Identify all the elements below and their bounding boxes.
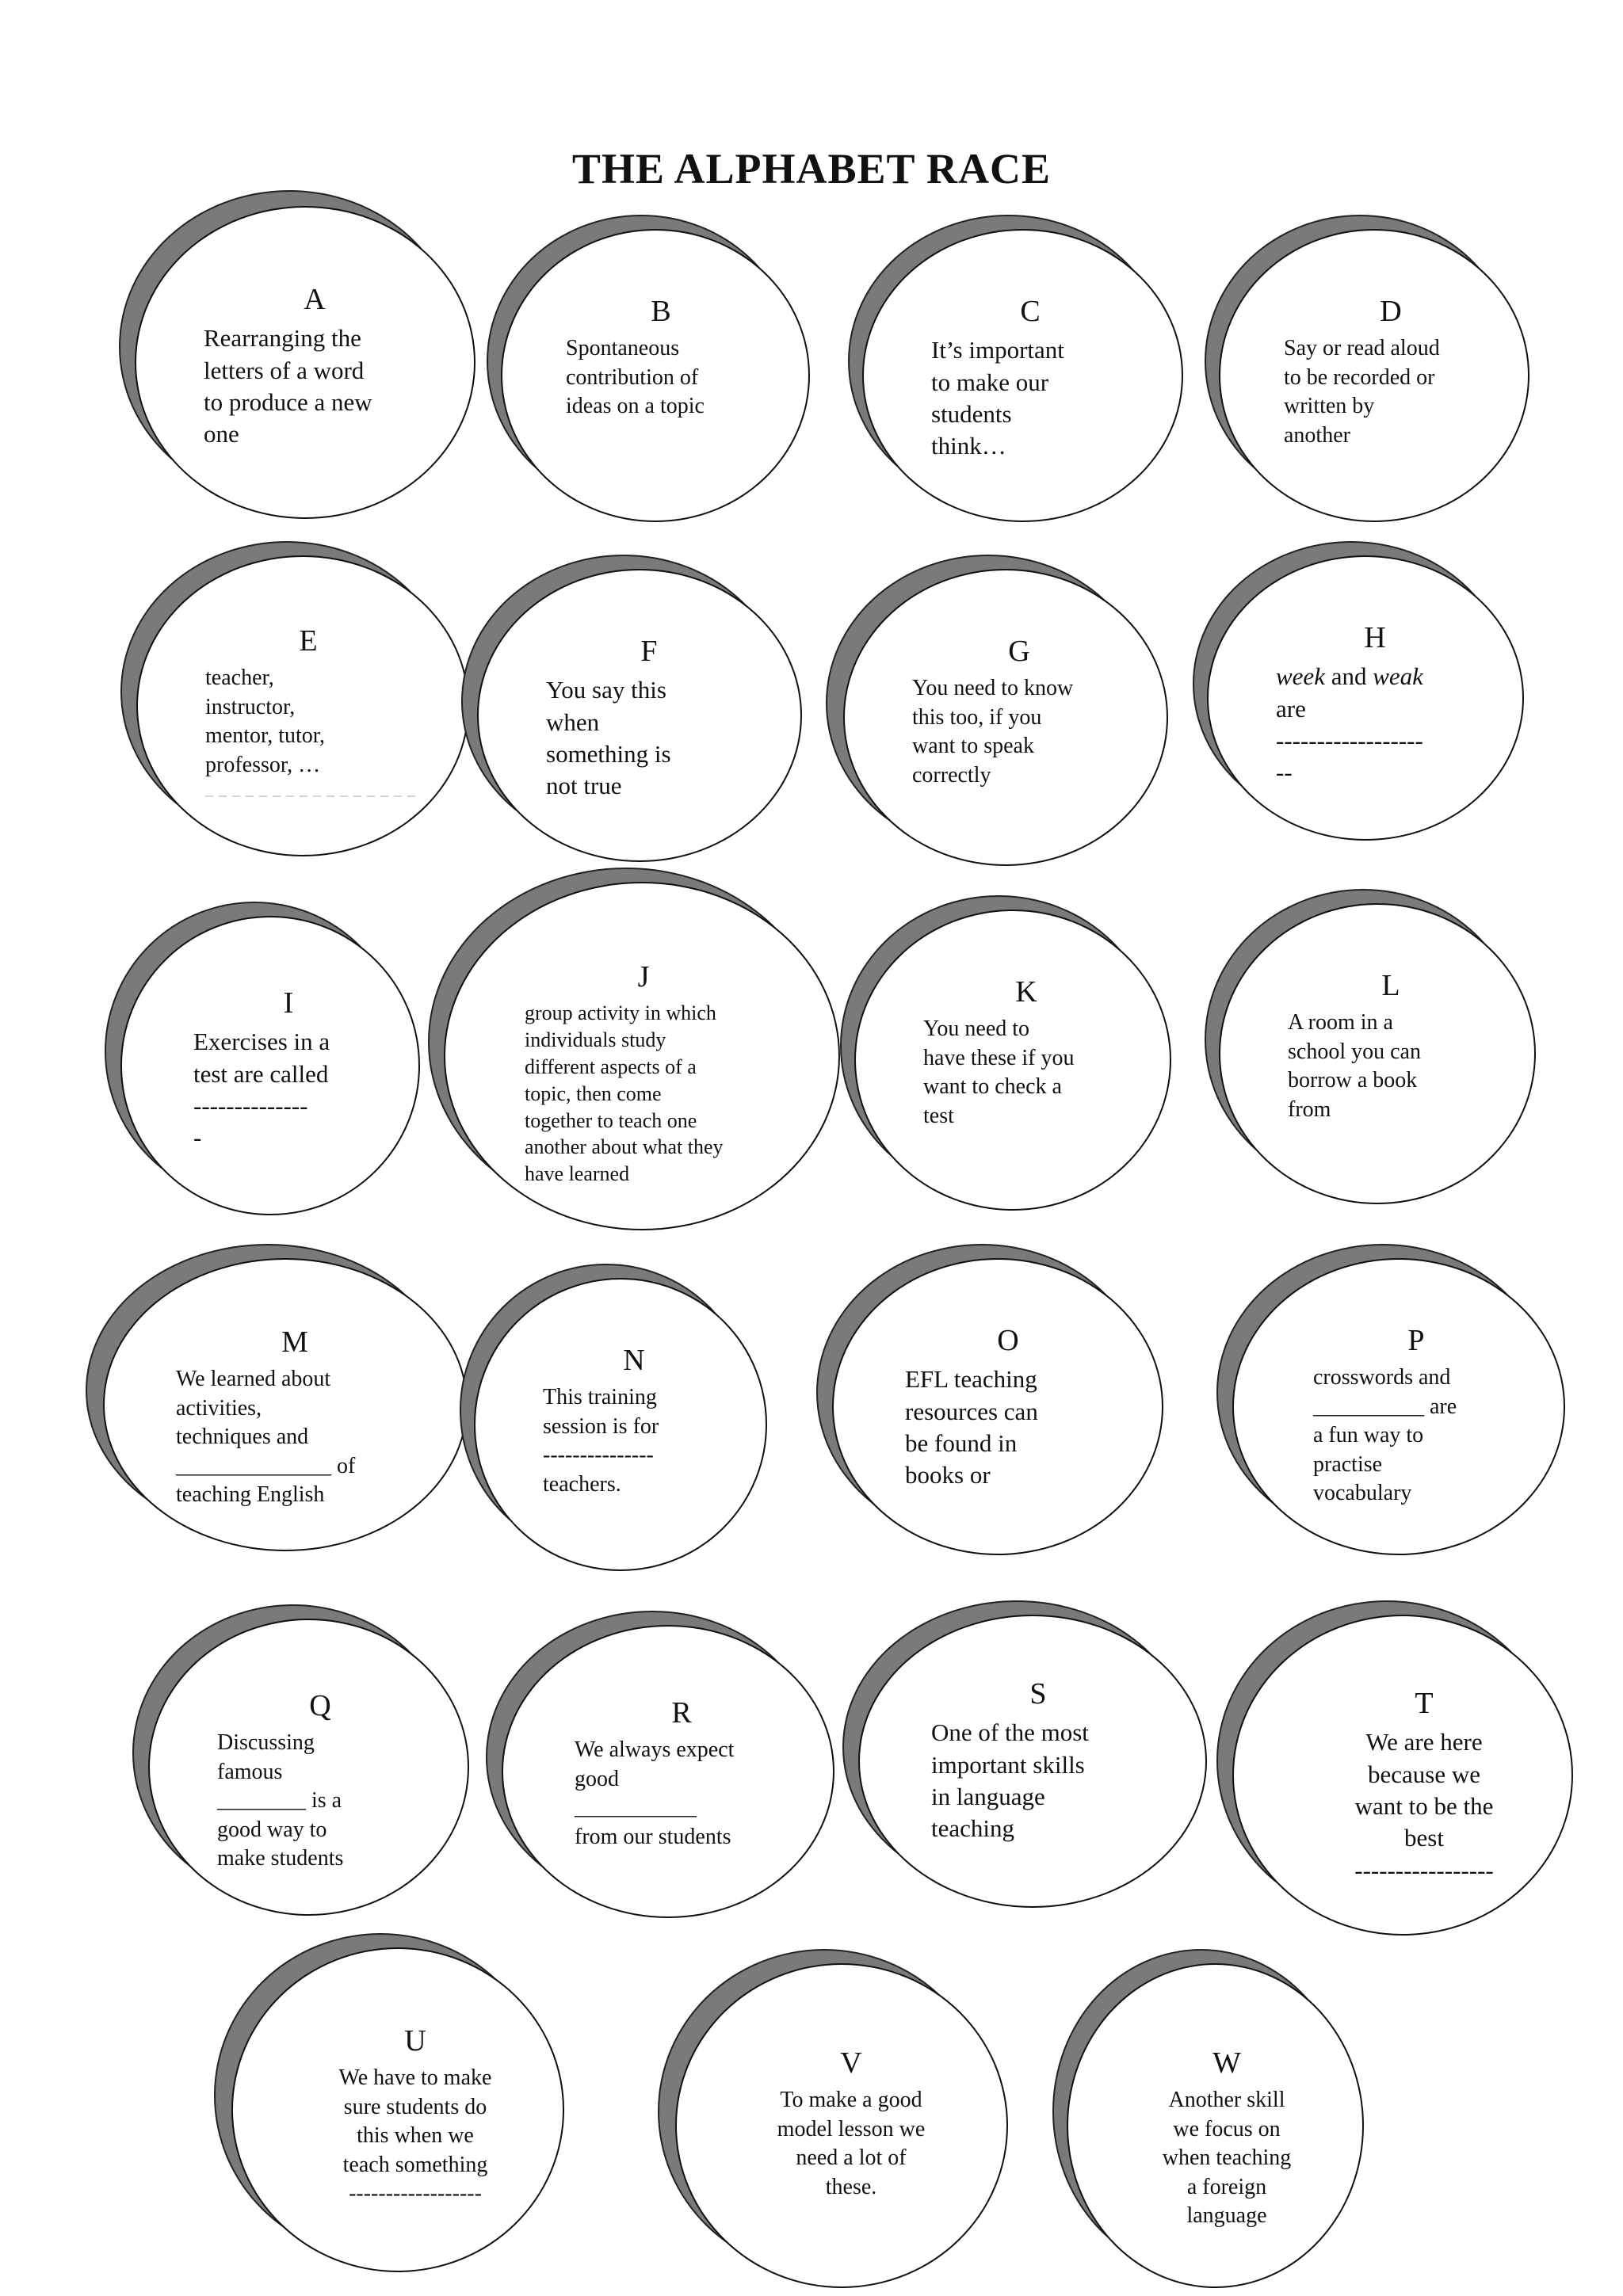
clue-line: Say or read aloud	[1284, 336, 1440, 361]
clue-line: teach something	[342, 2152, 488, 2177]
clue-line: week and weak	[1276, 662, 1423, 691]
clue-text	[566, 292, 756, 451]
bubble-face	[832, 1258, 1163, 1555]
bubble-p	[1216, 1244, 1565, 1555]
clue-line: You need to	[923, 1016, 1030, 1042]
bubble-i	[105, 902, 420, 1215]
clue-line: be found in	[905, 1428, 1018, 1457]
clue-line: another about what they	[525, 1135, 724, 1159]
bubble-s	[842, 1600, 1207, 1908]
clue-line: A room in a	[1288, 1010, 1393, 1035]
bubble-g	[826, 555, 1168, 866]
clue-line: best	[1404, 1824, 1444, 1852]
clue-line: --	[1276, 758, 1293, 787]
bubble-letter: W	[1212, 2046, 1241, 2080]
clue-line: have learned	[525, 1162, 630, 1186]
clue-line: want to check a	[923, 1074, 1062, 1100]
page-title: THE ALPHABET RACE	[571, 145, 1052, 193]
bubble-face	[1207, 555, 1524, 841]
clue-line: make students	[217, 1845, 344, 1871]
clue-line: different aspects of a	[525, 1055, 697, 1078]
clue-line: model lesson we	[777, 2116, 926, 2142]
clue-line: -----------------	[1354, 1855, 1494, 1884]
clue-line: contribution of	[566, 364, 699, 390]
bubble-face	[231, 1947, 564, 2272]
clue-line: ________ is a	[217, 1788, 342, 1814]
clue-line: activities,	[176, 1395, 262, 1421]
clue-line: We have to make	[338, 2065, 492, 2091]
clue-line: borrow a book	[1288, 1068, 1418, 1093]
bubble-letter: O	[997, 1324, 1019, 1357]
bubble-face	[1232, 1258, 1565, 1555]
clue-line: individuals study	[525, 1028, 666, 1052]
bubble-v	[658, 1949, 1008, 2288]
clue-text	[1313, 1322, 1519, 1505]
clue-text	[905, 1322, 1111, 1496]
clue-line: ---------------	[543, 1443, 654, 1468]
bubble-n	[460, 1264, 767, 1571]
clue-line: one	[204, 420, 239, 448]
bubble-face	[843, 569, 1168, 866]
bubble-face	[675, 1963, 1008, 2288]
clue-line: a foreign	[1186, 2174, 1267, 2199]
clue-line: ------------------	[349, 2180, 482, 2206]
clue-line: these.	[825, 2174, 877, 2199]
clue-line: We always expect	[575, 1737, 735, 1763]
bubble-face	[474, 1278, 767, 1571]
clue-text	[193, 984, 384, 1166]
clue-text	[1305, 1684, 1543, 1882]
clue-line: books or	[905, 1461, 991, 1489]
clue-line: famous	[217, 1759, 283, 1784]
bubble-face	[103, 1258, 468, 1551]
clue-text	[912, 632, 1126, 807]
clue-line: correctly	[912, 762, 991, 788]
clue-line: think…	[931, 432, 1006, 460]
bubble-letter: Q	[309, 1689, 331, 1722]
clue-line: letters of a word	[204, 356, 365, 384]
bubble-letter: B	[651, 295, 671, 328]
clue-line: because we	[1368, 1760, 1480, 1788]
clue-line: from our students	[575, 1824, 731, 1849]
clue-line: teachers.	[543, 1471, 621, 1497]
clue-line: We are here	[1365, 1728, 1483, 1756]
clue-line: good	[575, 1766, 619, 1791]
clue-line: You need to know	[912, 676, 1074, 701]
bubble-h	[1193, 541, 1524, 841]
bubble-letter: R	[671, 1696, 692, 1730]
bubble-letter: U	[404, 2024, 426, 2058]
clue-text	[1284, 292, 1498, 459]
bubble-letter: J	[637, 960, 650, 994]
clue-text	[543, 1341, 725, 1508]
clue-line: ideas on a topic	[566, 394, 705, 419]
clue-text	[205, 622, 416, 812]
clue-line: are	[1276, 694, 1306, 723]
clue-line: Discussing	[217, 1730, 315, 1756]
clue-line: professor, …	[205, 752, 321, 777]
bubble-face	[862, 229, 1183, 522]
clue-line: This training	[543, 1385, 657, 1410]
clue-line: want to speak	[912, 734, 1034, 759]
clue-line: teaching	[931, 1814, 1015, 1843]
bubble-j	[428, 868, 840, 1230]
clue-line: sure students do	[343, 2094, 487, 2119]
clue-line: want to be the	[1354, 1791, 1494, 1820]
bubble-letter: V	[840, 2046, 862, 2080]
clue-line: in language	[931, 1782, 1045, 1810]
clue-line: we focus on	[1173, 2116, 1281, 2142]
clue-line: good way to	[217, 1817, 327, 1842]
clue-line: practise	[1313, 1451, 1383, 1477]
clue-line: topic, then come	[525, 1081, 662, 1105]
clue-line: To make a good	[780, 2088, 922, 2113]
clue-line: important skills	[931, 1750, 1085, 1779]
clue-line: when teaching	[1162, 2145, 1292, 2171]
clue-text	[1288, 967, 1494, 1141]
bubble-face	[854, 910, 1171, 1211]
clue-line: Spontaneous	[566, 336, 680, 361]
clue-text	[1276, 619, 1474, 785]
bubble-face	[502, 1625, 834, 1918]
clue-line: not true	[546, 772, 622, 800]
clue-line: language	[1186, 2203, 1267, 2228]
bubble-letter: E	[299, 624, 318, 658]
bubble-q	[132, 1604, 469, 1916]
bubble-letter: T	[1415, 1687, 1434, 1720]
bubble-face	[148, 1619, 469, 1916]
bubble-w	[1052, 1949, 1364, 2288]
clue-text	[575, 1694, 789, 1868]
bubble-face	[1219, 903, 1536, 1204]
clue-line: techniques and	[176, 1425, 309, 1450]
bubble-face	[858, 1615, 1207, 1908]
clue-text	[1116, 2044, 1338, 2234]
bubble-letter: G	[1008, 635, 1030, 668]
bubble-letter: K	[1015, 975, 1037, 1009]
clue-text	[525, 958, 762, 1186]
bubble-a	[119, 190, 475, 519]
clue-line: EFL teaching	[905, 1365, 1037, 1394]
bubble-letter: P	[1407, 1324, 1425, 1357]
clue-line: another	[1284, 422, 1350, 448]
bubble-o	[816, 1244, 1163, 1555]
bubble-face	[444, 882, 840, 1230]
clue-line: to make our	[931, 368, 1049, 396]
clue-line: session is for	[543, 1413, 659, 1439]
bubble-letter: F	[640, 635, 658, 668]
clue-line: Exercises in a	[193, 1028, 330, 1056]
clue-line: resources can	[905, 1397, 1038, 1425]
bubble-face	[501, 229, 810, 522]
clue-line: It’s important	[931, 336, 1064, 364]
clue-line: One of the most	[931, 1718, 1089, 1747]
clue-line: together to teach one	[525, 1108, 697, 1132]
clue-text	[217, 1687, 423, 1871]
bubble-t	[1216, 1600, 1573, 1936]
clue-text	[931, 292, 1129, 463]
bubble-c	[848, 215, 1183, 522]
bubble-letter: M	[281, 1325, 308, 1359]
clue-line: when	[546, 707, 600, 736]
bubble-face	[135, 206, 475, 519]
clue-line: to produce a new	[204, 387, 372, 416]
clue-text	[732, 2044, 970, 2234]
bubble-u	[214, 1933, 564, 2272]
clue-line: teacher,	[205, 666, 274, 691]
bubble-d	[1205, 215, 1529, 522]
clue-line: need a lot of	[796, 2145, 907, 2171]
clue-text	[296, 2022, 534, 2220]
bubble-letter: D	[1380, 295, 1402, 328]
bubble-m	[86, 1244, 468, 1551]
clue-text	[923, 973, 1129, 1147]
bubble-letter: N	[623, 1344, 645, 1377]
clue-line: test	[923, 1103, 954, 1128]
clue-line: to be recorded or	[1284, 364, 1435, 390]
clue-line: -	[193, 1123, 202, 1152]
clue-text	[546, 632, 752, 807]
bubble-letter: S	[1029, 1677, 1047, 1711]
clue-line: teaching English	[176, 1482, 325, 1507]
clue-text	[931, 1675, 1145, 1849]
clue-line: crosswords and	[1313, 1365, 1451, 1390]
clue-line: --------------	[193, 1091, 308, 1119]
clue-line: You say this	[546, 676, 666, 704]
clue-line: from	[1288, 1097, 1331, 1122]
clue-line: mentor, tutor,	[205, 723, 325, 749]
clue-line: vocabulary	[1313, 1480, 1412, 1505]
bubble-e	[120, 541, 469, 856]
clue-line: this when we	[357, 2123, 474, 2149]
clue-line: test are called	[193, 1059, 329, 1088]
clue-line: school you can	[1288, 1039, 1421, 1064]
bubble-face	[1219, 229, 1529, 522]
bubble-f	[461, 555, 802, 862]
bubble-letter: A	[304, 283, 326, 316]
clue-line: something is	[546, 739, 671, 768]
clue-line: _ _ _ _ _ _ _ _ _ _ _ _ _ _ _ _	[205, 780, 416, 799]
bubble-face	[1067, 1963, 1364, 2288]
clue-line: __________ are	[1313, 1394, 1457, 1419]
bubble-letter: I	[283, 986, 294, 1020]
clue-line: this too, if you	[912, 704, 1042, 730]
clue-text	[176, 1323, 414, 1507]
bubble-k	[840, 895, 1171, 1211]
clue-line: students	[931, 399, 1012, 428]
clue-line: ------------------	[1276, 726, 1423, 754]
bubble-l	[1205, 889, 1536, 1204]
bubble-b	[487, 215, 810, 522]
clue-line: group activity in which	[525, 1001, 716, 1025]
bubble-letter: C	[1020, 295, 1041, 328]
clue-line: We learned about	[176, 1367, 331, 1392]
bubble-r	[486, 1611, 834, 1918]
clue-line: Another skill	[1168, 2088, 1285, 2113]
bubble-face	[136, 555, 469, 856]
clue-line: instructor,	[205, 694, 296, 719]
bubble-letter: L	[1381, 969, 1400, 1002]
clue-line: a fun way to	[1313, 1423, 1424, 1448]
clue-line: ___________	[575, 1795, 697, 1821]
bubble-letter: H	[1364, 621, 1386, 654]
clue-text	[204, 280, 426, 447]
clue-line: have these if you	[923, 1045, 1075, 1070]
clue-line: ______________ of	[176, 1453, 356, 1478]
bubble-face	[1232, 1615, 1573, 1936]
clue-line: Rearranging the	[204, 324, 361, 353]
bubble-face	[120, 916, 420, 1215]
clue-line: written by	[1284, 394, 1375, 419]
bubble-face	[477, 569, 802, 862]
